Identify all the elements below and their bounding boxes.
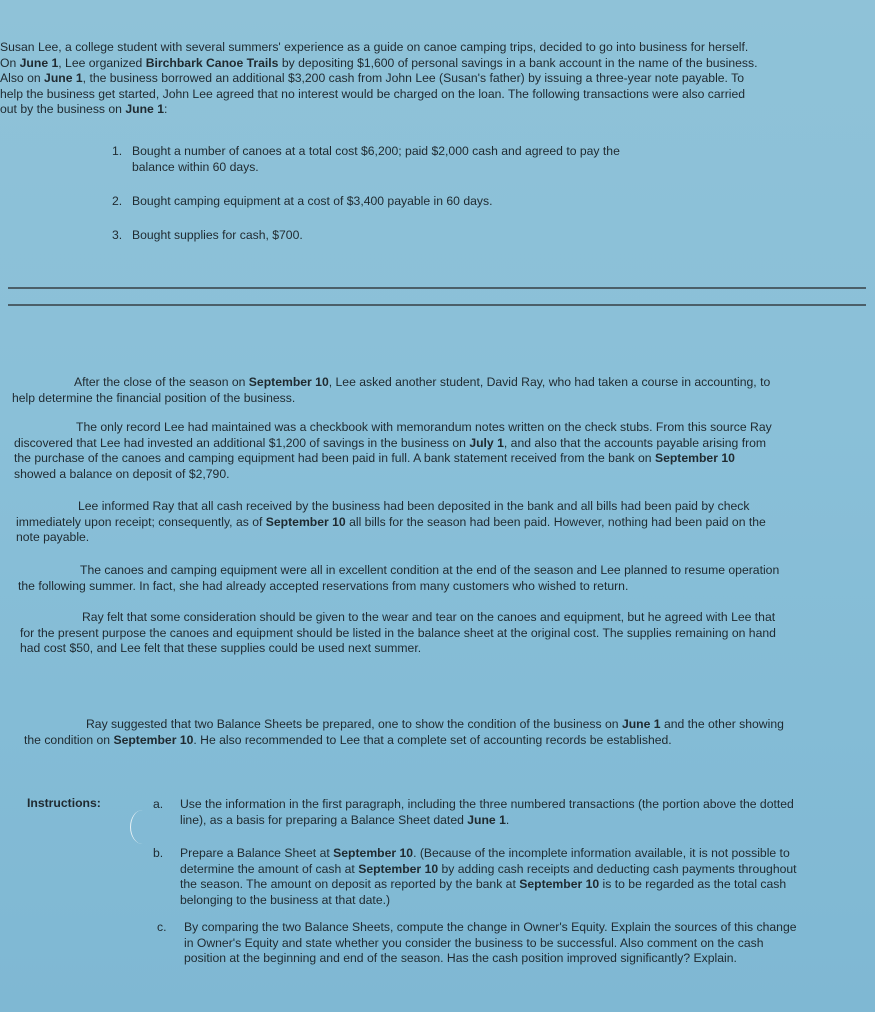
paragraph-line: the purchase of the canoes and camping equipment had been paid in full. A bank statement received from the bank on September 10 [14, 451, 735, 465]
instruction-text [184, 920, 797, 967]
instruction-line: Prepare a Balance Sheet at September 10. (Because of the incomplete information available, it is not possible to [180, 846, 790, 860]
instruction-text [180, 797, 794, 828]
transaction-text [132, 228, 303, 244]
instruction-line: By comparing the two Balance Sheets, compute the change in Owner's Equity. Explain the sources of this change [184, 920, 797, 934]
transaction-text [132, 194, 492, 210]
transaction-number: 3. [112, 228, 123, 242]
paragraph-line: had cost $50, and Lee felt that these supplies could be used next summer. [20, 641, 422, 655]
instruction-line: determine the amount of cash at September 10 by adding cash receipts and deducting cash payments throughout [180, 861, 797, 876]
paragraph-line: After the close of the season on September 10, Lee asked another student, David Ray, who had taken a course in accounting, to [74, 375, 771, 389]
transaction-line: balance within 60 days. [132, 159, 259, 174]
instruction-line: Use the information in the first paragraph, including the three numbered transactions (the portion above the dotted [180, 797, 794, 811]
intro-line: out by the business on June 1: [0, 102, 168, 116]
paragraph-line: Lee informed Ray that all cash received by the business had been deposited in the bank and all bills had been paid by check [78, 499, 750, 513]
transaction-2 [112, 194, 752, 210]
instruction-text [180, 846, 797, 908]
intro-line: On June 1, Lee organized Birchbark Canoe Trails by depositing $1,600 of personal savings in a bank account in the name of the business. [0, 55, 758, 70]
paragraph-line: The only record Lee had maintained was a checkbook with memorandum notes written on the check stubs. From this source Ray [76, 420, 772, 434]
instruction-line: in Owner's Equity and state whether you consider the business to be successful. Also comment on the cash [184, 935, 764, 950]
instruction-line: line), as a basis for preparing a Balance Sheet dated June 1. [180, 812, 510, 827]
paragraph-season-close [12, 375, 770, 406]
transaction-line: Bought supplies for cash, $700. [132, 228, 303, 242]
transaction-number: 1. [112, 144, 123, 158]
instruction-letter: c. [157, 920, 167, 934]
paragraph-line: note payable. [16, 530, 90, 544]
instructions-label: Instructions: [27, 796, 101, 810]
paragraph-line: for the present purpose the canoes and equipment should be listed in the balance sheet at the original cost. The supplies remaining on hand [20, 625, 776, 640]
paragraph-line: the following summer. In fact, she had already accepted reservations from many customers who wished to return. [18, 578, 629, 593]
handwritten-circle-mark [130, 810, 155, 844]
instruction-b [153, 846, 863, 910]
separator-line [8, 304, 866, 306]
transaction-text [132, 144, 620, 175]
paragraph-line: discovered that Lee had invested an additional $1,200 of savings in the business on July 1, and also that the accounts payable arising from [14, 435, 767, 450]
paragraph-line: showed a balance on deposit of $2,790. [14, 466, 230, 481]
instruction-line: position at the beginning and end of the season. Has the cash position improved significantly? Explain. [184, 951, 737, 965]
intro-line: help the business get started, John Lee agreed that no interest would be charged on the loan. The following transactions were also carried [0, 86, 746, 101]
transaction-1 [112, 144, 752, 176]
paragraph-line: help determine the financial position of the business. [12, 390, 296, 405]
instruction-line: belonging to the business at that date.) [180, 892, 391, 907]
paragraph-line: Ray felt that some consideration should be given to the wear and tear on the canoes and equipment, but he agreed with Lee that [82, 610, 776, 624]
instruction-letter: a. [153, 797, 164, 811]
intro-paragraph [0, 40, 757, 118]
paragraph-equipment [18, 563, 779, 594]
intro-line: Also on June 1, the business borrowed an additional $3,200 cash from John Lee (Susan's father) by issuing a three-year note payable. To [0, 71, 744, 85]
separator-line [8, 287, 866, 289]
transaction-line: Bought camping equipment at a cost of $3,400 payable in 60 days. [132, 194, 493, 208]
paragraph-checkbook [14, 420, 772, 482]
instruction-c [157, 920, 863, 968]
paragraph-line: Ray suggested that two Balance Sheets be prepared, one to show the condition of the business on June 1 and the other showing [86, 717, 784, 731]
paragraph-wear-and-tear [20, 610, 776, 657]
instruction-letter: b. [153, 846, 164, 860]
intro-line: Susan Lee, a college student with several summers' experience as a guide on canoe camping trips, decided to go into business for herself. [0, 40, 749, 54]
paragraph-line: the condition on September 10. He also recommended to Lee that a complete set of accounting records be established. [24, 732, 672, 747]
transaction-line: Bought a number of canoes at a total cost $6,200; paid $2,000 cash and agreed to pay the [132, 144, 620, 158]
instruction-line: the season. The amount on deposit as reported by the bank at September 10 is to be regarded as the total cash [180, 877, 787, 891]
transaction-number: 2. [112, 194, 123, 208]
instruction-a [153, 797, 863, 829]
paragraph-line: immediately upon receipt; consequently, as of September 10 all bills for the season had been paid. However, nothing had been paid on the [16, 514, 766, 529]
paragraph-balance-sheets [24, 717, 784, 748]
paragraph-bills [16, 499, 766, 546]
paragraph-line: The canoes and camping equipment were all in excellent condition at the end of the season and Lee planned to resume operation [80, 563, 780, 577]
transaction-3 [112, 228, 752, 244]
